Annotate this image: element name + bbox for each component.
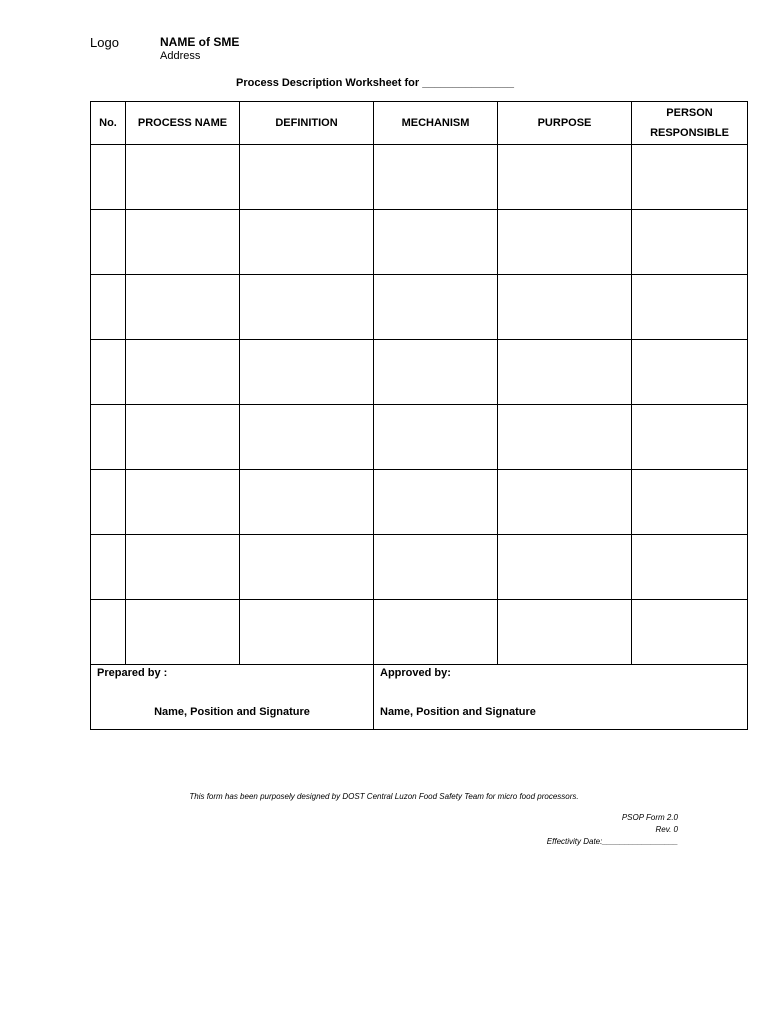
table-cell[interactable]: [126, 340, 240, 405]
table-cell[interactable]: [91, 600, 126, 665]
signature-row: [91, 665, 748, 730]
prepared-by-signature-line: Name, Position and Signature: [154, 706, 310, 718]
table-cell[interactable]: [240, 340, 374, 405]
table-cell[interactable]: [91, 405, 126, 470]
table-cell[interactable]: [91, 145, 126, 210]
worksheet-title: Process Description Worksheet for _______________: [236, 77, 515, 89]
table-cell[interactable]: [632, 405, 748, 470]
column-header-person-responsible: PERSON RESPONSIBLE: [632, 102, 748, 145]
form-code: PSOP Form 2.0: [621, 813, 678, 822]
table-cell[interactable]: [632, 600, 748, 665]
table-row: [91, 210, 748, 275]
table-cell[interactable]: [374, 145, 498, 210]
table-cell[interactable]: [498, 405, 632, 470]
table-cell[interactable]: [240, 210, 374, 275]
table-cell[interactable]: [498, 145, 632, 210]
table-cell[interactable]: [240, 145, 374, 210]
column-header-process-name: PROCESS NAME: [126, 102, 240, 145]
table-cell[interactable]: [632, 340, 748, 405]
table-row: [91, 145, 748, 210]
table-cell[interactable]: [498, 470, 632, 535]
table-cell[interactable]: [498, 600, 632, 665]
table-cell[interactable]: [632, 145, 748, 210]
table-cell[interactable]: [91, 470, 126, 535]
table-cell[interactable]: [126, 470, 240, 535]
table-cell[interactable]: [632, 535, 748, 600]
logo-placeholder: Logo: [90, 35, 119, 50]
form-revision: Rev. 0: [655, 825, 678, 834]
table-cell[interactable]: [91, 275, 126, 340]
table-cell[interactable]: [126, 275, 240, 340]
table-cell[interactable]: [632, 470, 748, 535]
approved-by-cell: [374, 665, 748, 730]
table-cell[interactable]: [374, 275, 498, 340]
table-cell[interactable]: [374, 210, 498, 275]
table-row: [91, 405, 748, 470]
table-cell[interactable]: [632, 275, 748, 340]
table-cell[interactable]: [126, 210, 240, 275]
column-header-no: No.: [91, 102, 126, 145]
table-cell[interactable]: [374, 470, 498, 535]
table-cell[interactable]: [240, 535, 374, 600]
table-cell[interactable]: [240, 600, 374, 665]
table-header-row: [91, 102, 748, 145]
table-row: [91, 275, 748, 340]
table-row: [91, 340, 748, 405]
process-worksheet-table: [90, 101, 748, 730]
table-cell[interactable]: [91, 340, 126, 405]
column-header-definition: DEFINITION: [240, 102, 374, 145]
prepared-by-cell: [91, 665, 374, 730]
table-cell[interactable]: [374, 535, 498, 600]
table-cell[interactable]: [374, 405, 498, 470]
sme-name: NAME of SME: [160, 35, 240, 49]
table-row: [91, 535, 748, 600]
footer-note: This form has been purposely designed by DOST Central Luzon Food Safety Team for micro food processors.: [189, 792, 579, 801]
table-cell[interactable]: [498, 275, 632, 340]
table-cell[interactable]: [240, 470, 374, 535]
approved-by-label: Approved by:: [380, 667, 451, 679]
table-cell[interactable]: [498, 340, 632, 405]
table-row: [91, 470, 748, 535]
table-cell[interactable]: [498, 535, 632, 600]
table-cell[interactable]: [126, 405, 240, 470]
table-cell[interactable]: [498, 210, 632, 275]
column-header-mechanism: MECHANISM: [374, 102, 498, 145]
effectivity-date: Effectivity Date:_________________: [546, 837, 678, 846]
sme-address: Address: [160, 50, 201, 62]
table-cell[interactable]: [126, 535, 240, 600]
table-cell[interactable]: [632, 210, 748, 275]
table-cell[interactable]: [91, 535, 126, 600]
table-cell[interactable]: [374, 340, 498, 405]
table-cell[interactable]: [240, 275, 374, 340]
table-cell[interactable]: [126, 145, 240, 210]
table-cell[interactable]: [91, 210, 126, 275]
table-row: [91, 600, 748, 665]
table-cell[interactable]: [240, 405, 374, 470]
table-cell[interactable]: [126, 600, 240, 665]
approved-by-signature-line: Name, Position and Signature: [380, 706, 536, 718]
table-body: [91, 145, 748, 665]
table-cell[interactable]: [374, 600, 498, 665]
column-header-purpose: PURPOSE: [498, 102, 632, 145]
prepared-by-label: Prepared by :: [97, 667, 168, 679]
